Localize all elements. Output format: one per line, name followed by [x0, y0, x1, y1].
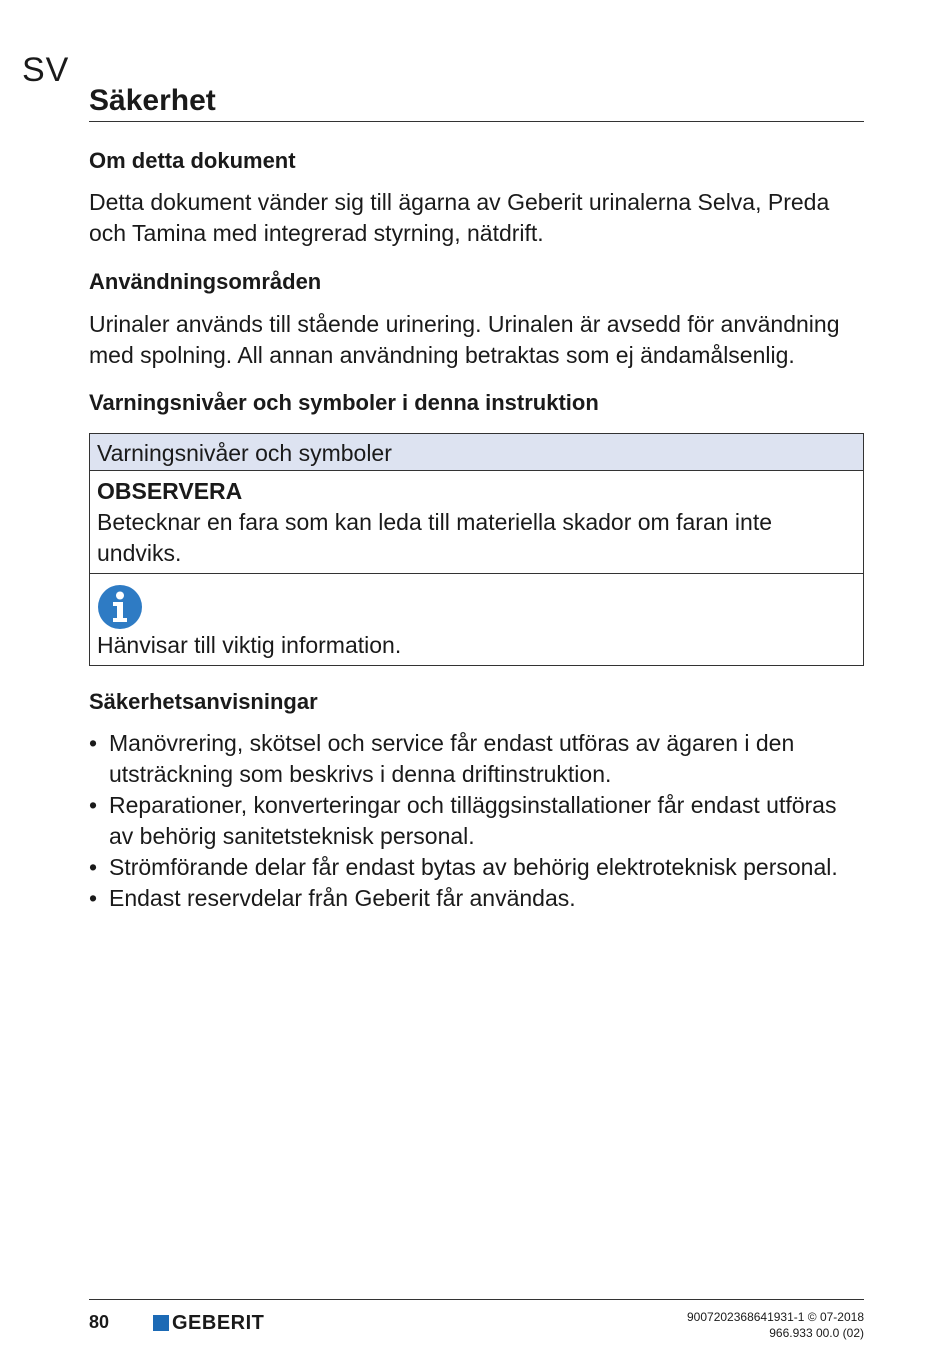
list-item: • Manövrering, skötsel och service får endast utföras av ägaren i den utsträckning som beskrivs i denna driftinstruktion. [89, 728, 864, 790]
geberit-logo [153, 1312, 264, 1334]
safety-heading: Säkerhetsanvisningar [89, 689, 318, 714]
doc-code: 966.933 00.0 (02) [769, 1326, 864, 1340]
page-title: Säkerhet [89, 82, 864, 122]
info-icon [97, 584, 143, 630]
document-identifiers [687, 1309, 864, 1341]
document-content [89, 142, 864, 914]
usage-text: Urinaler används till stående urinering. Urinalen är avsedd för användning med spolning. All annan användning betraktas som ej ändamålsenlig. [89, 311, 840, 368]
notice-row [90, 471, 863, 573]
info-text: Hänvisar till viktig information. [97, 632, 402, 658]
notice-text: Betecknar en fara som kan leda till materiella skador om faran inte undviks. [97, 509, 772, 566]
warning-table-header: Varningsnivåer och symboler [90, 434, 863, 471]
language-code: SV [22, 51, 70, 89]
page-footer [89, 1299, 864, 1340]
list-item: • Strömförande delar får endast bytas av behörig elektroteknisk personal. [89, 852, 864, 883]
logo-text: GEBERIT [172, 1312, 265, 1334]
warnings-heading: Varningsnivåer och symboler i denna instruktion [89, 390, 599, 415]
notice-label: OBSERVERA [97, 478, 243, 504]
doc-id: 9007202368641931-1 © 07-2018 [687, 1310, 864, 1324]
safety-list [89, 728, 864, 914]
logo-square-icon [153, 1315, 169, 1331]
usage-heading: Användningsområden [89, 269, 322, 294]
info-row [90, 573, 863, 665]
page-number: 80 [89, 1312, 110, 1332]
list-item: • Endast reservdelar från Geberit får användas. [89, 883, 864, 914]
warning-levels-table [89, 433, 864, 666]
about-text: Detta dokument vänder sig till ägarna av Geberit urinalerna Selva, Preda och Tamina med integrerad styrning, nätdrift. [89, 189, 830, 246]
list-item: • Reparationer, konverteringar och tilläggsinstallationer får endast utföras av behörig sanitetsteknisk personal. [89, 790, 864, 852]
about-heading: Om detta dokument [89, 148, 296, 173]
